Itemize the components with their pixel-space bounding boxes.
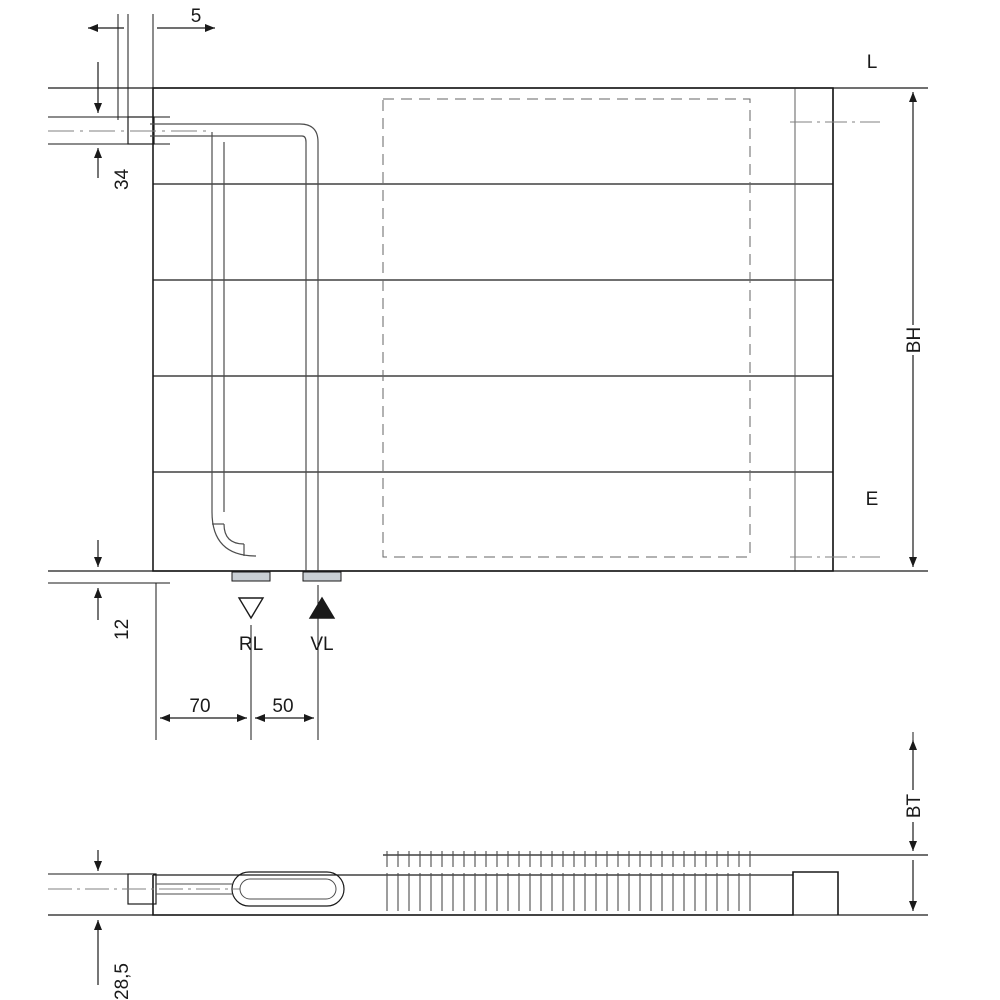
bottom-connectors [232,572,341,581]
convector-fins [387,851,750,911]
supply-connector-nipple [303,572,341,581]
length-label: L [866,52,878,73]
connection-e-label: E [865,489,879,510]
dimension-5 [88,6,215,28]
flow-symbols [239,598,334,655]
return-pipe-elbow [212,512,256,556]
supply-flow-label: VL [310,634,334,655]
front-view [48,6,928,740]
dim-5-witness-lines [118,14,153,120]
return-pipe-path [212,142,224,512]
dimension-28-5-label: 28,5 [112,963,133,1000]
hidden-inner-outline [383,99,750,557]
supply-pipe-path [150,124,318,571]
supply-flow-triangle-icon [310,598,334,618]
dim-70-50-witness-lines [156,583,318,740]
return-flow-triangle-icon [239,598,263,618]
side-view [48,732,928,1000]
dimension-34-label: 34 [112,168,133,190]
pipe-loop-outer [232,872,344,906]
dimension-50 [255,696,314,718]
dimension-70 [160,696,247,718]
return-flow-label: RL [238,634,264,655]
return-connector-nipple [232,572,270,581]
dimension-5-label: 5 [190,6,202,27]
panel-division-lines [153,184,833,472]
dimension-50-label: 50 [272,696,294,717]
top-left-connector-stub [128,117,154,144]
dimension-70-label: 70 [189,696,211,717]
side-profile-outline [153,872,838,915]
dimension-BH [904,92,925,567]
dimension-28-5 [98,850,133,1000]
dimension-BT-label: BT [904,793,925,819]
pipe-loop-inner [240,879,336,899]
dimension-BT [904,740,925,911]
dimension-BH-label: BH [904,326,925,354]
dimension-12 [98,540,133,640]
radiator-body-outline [153,88,833,571]
dimension-12-label: 12 [112,618,133,640]
